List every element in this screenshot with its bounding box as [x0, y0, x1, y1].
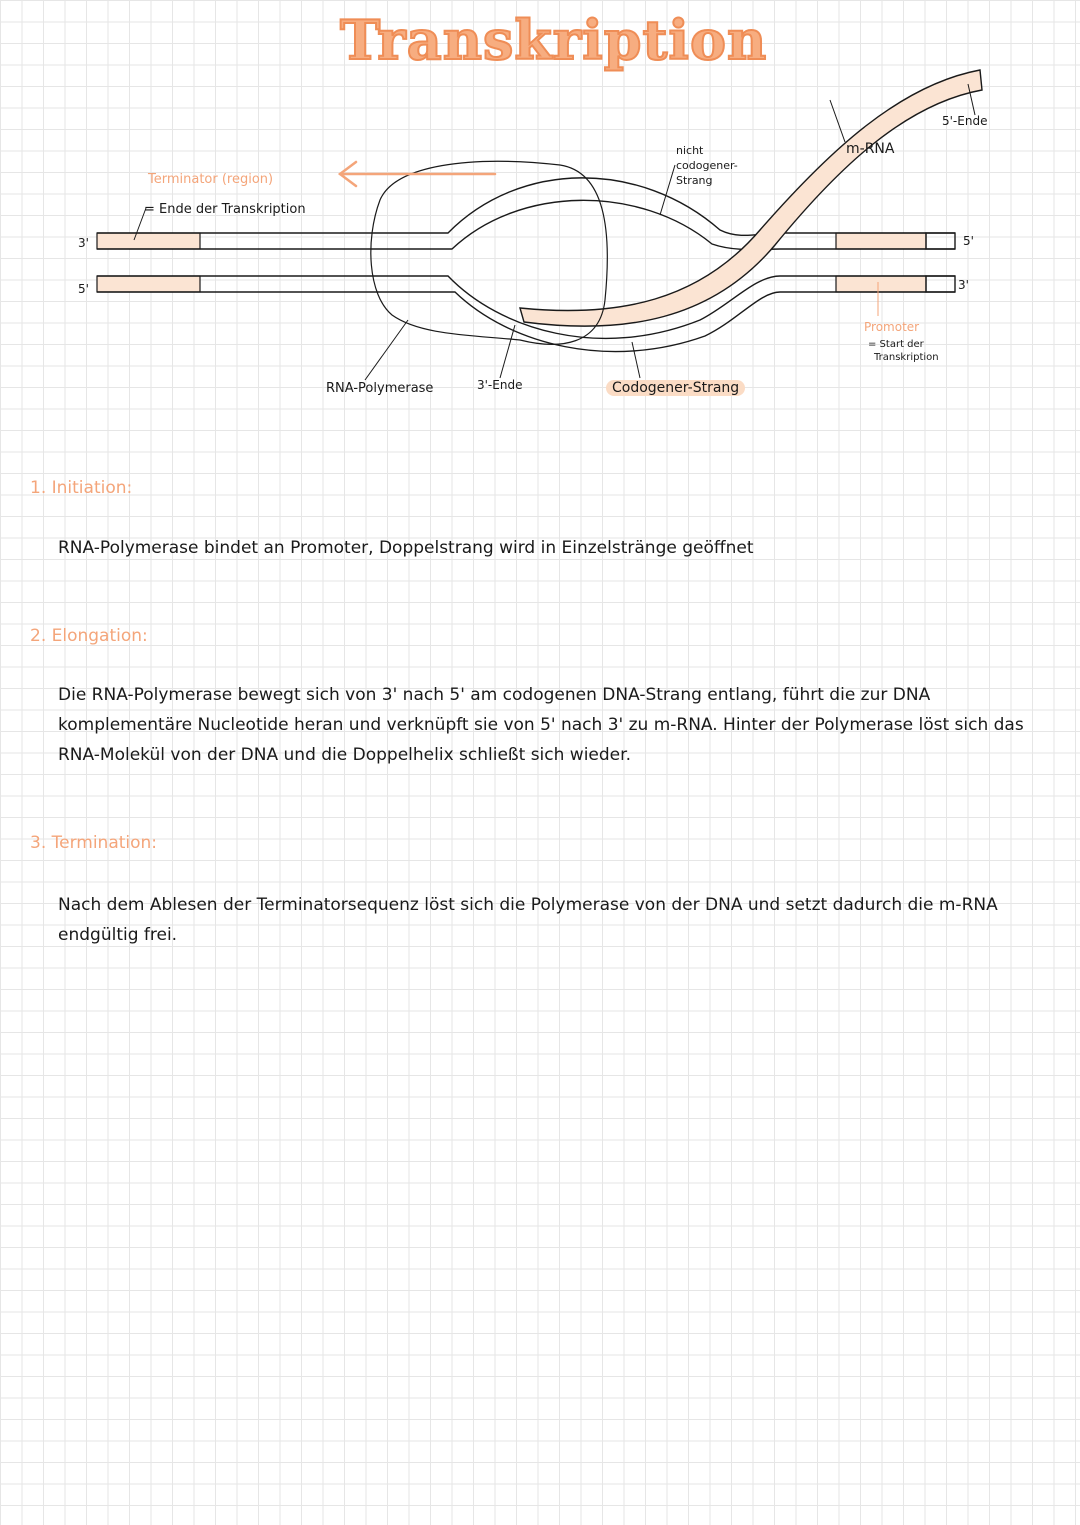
- polymerase-label: RNA-Polymerase: [326, 381, 434, 396]
- terminator-box-bottom: [97, 276, 200, 292]
- terminator-label: Terminator (region): [148, 172, 274, 187]
- label-3prime-left: 3': [78, 236, 89, 250]
- five-end-label: 5'-Ende: [942, 114, 988, 128]
- section-heading-initiation: 1. Initiation:: [30, 478, 133, 498]
- non-coding-line-1: nicht: [676, 144, 704, 157]
- direction-arrow: [340, 162, 495, 186]
- promoter-definition: [868, 338, 939, 364]
- page-title: Transkription: [340, 8, 768, 72]
- promoter-box-top: [836, 233, 926, 249]
- non-coding-line-3: Strang: [676, 174, 713, 187]
- non-coding-line-2: codogener-: [676, 159, 738, 172]
- section-heading-termination: 3. Termination:: [30, 833, 158, 853]
- section-heading-elongation: 2. Elongation:: [30, 626, 148, 646]
- promoter-box-bottom: [836, 276, 926, 292]
- pointer-lines: [134, 84, 975, 380]
- terminator-box-top: [97, 233, 200, 249]
- section-text-initiation: RNA-Polymerase bindet an Promoter, Doppelstrang wird in Einzelstränge geöffnet: [58, 538, 754, 558]
- coding-strand-label: Codogener-Strang: [606, 380, 745, 396]
- section-text-elongation: Die RNA-Polymerase bewegt sich von 3' nach 5' am codogenen DNA-Strang entlang, führt die zur DNA komplementäre Nucleotide heran und verknüpft sie von 5' nach 3' zu m-RNA. Hinter der Polymerase löst sich das RNA-Molekül von der DNA und die Doppelhelix schließt sich wieder.: [58, 685, 1024, 765]
- label-5prime-left: 5': [78, 282, 89, 296]
- three-end-label: 3'-Ende: [477, 378, 523, 392]
- section-text-termination: Nach dem Ablesen der Terminatorsequenz löst sich die Polymerase von der DNA und setzt dadurch die m-RNA endgültig frei.: [58, 895, 998, 945]
- promoter-def-line-1: = Start der: [868, 339, 924, 350]
- promoter-def-line-2: Transkription: [874, 352, 939, 363]
- promoter-label: Promoter: [864, 320, 920, 334]
- mrna-label: m-RNA: [846, 141, 895, 157]
- non-coding-strand-label: [676, 143, 738, 188]
- label-5prime-right: 5': [963, 234, 974, 248]
- terminator-definition: = Ende der Transkription: [144, 202, 306, 217]
- label-3prime-right: 3': [958, 278, 969, 292]
